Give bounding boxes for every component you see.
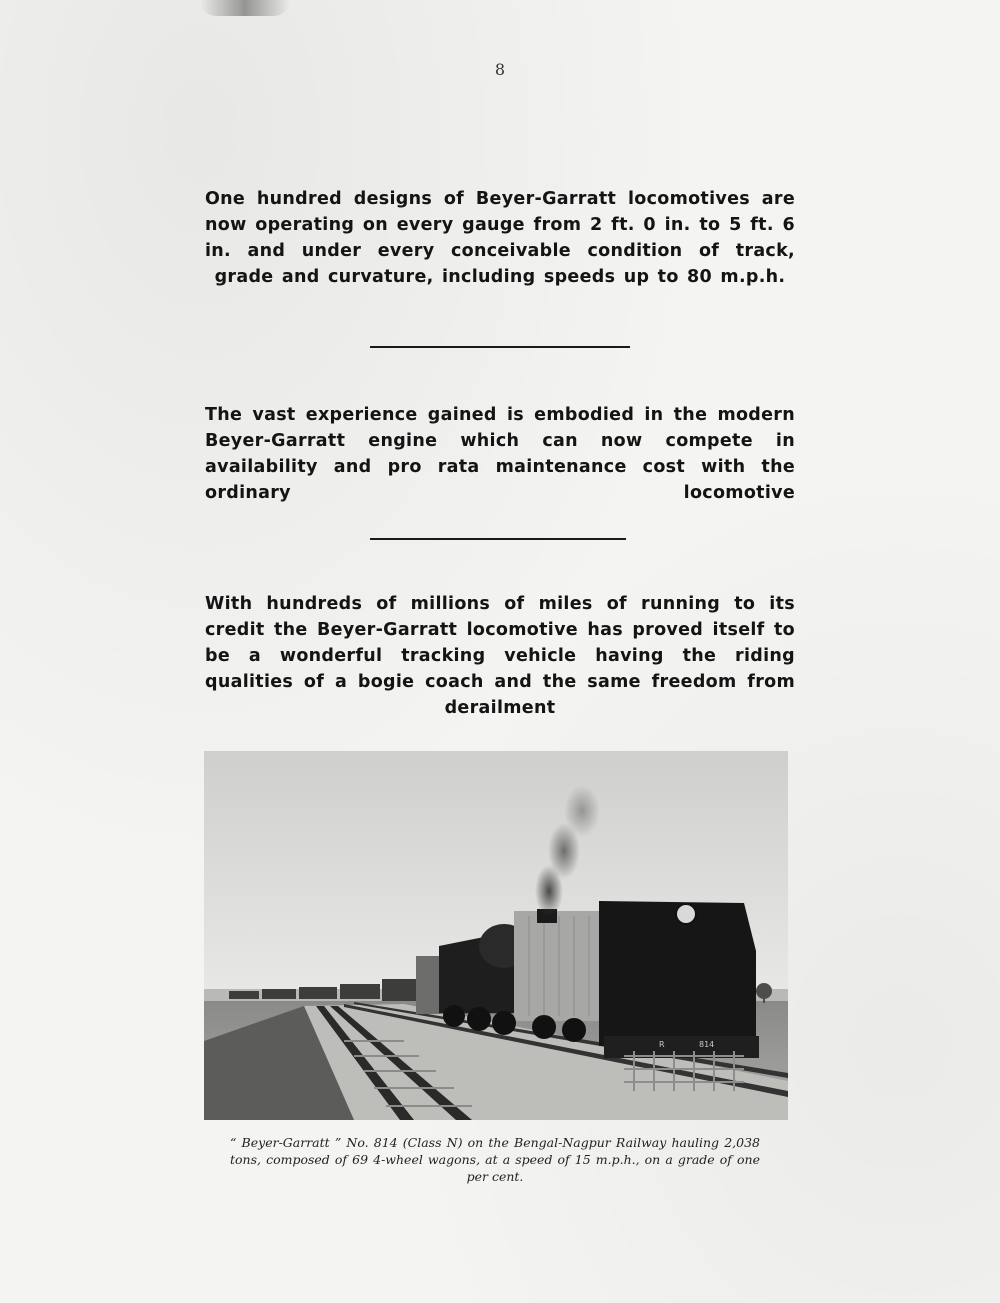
- divider-rule: [370, 538, 626, 540]
- paper-stain: [200, 0, 290, 16]
- paragraph-gauge-designs: One hundred designs of Beyer-Garratt locomotives are now operating on every gauge from 2 ft. 0 in. to 5 ft. 6 in. and under every conceivable condition of track, grade and curvature, including speeds up to 80 m.p.h.: [205, 189, 795, 287]
- page-number: 8: [494, 60, 506, 79]
- svg-text:R: R: [659, 1040, 665, 1049]
- photo-caption: “ Beyer-Garratt ” No. 814 (Class N) on the Bengal-Nagpur Railway hauling 2,038 tons, composed of 69 4-wheel wagons, at a speed of 15 m.p.h., on a grade of one per cent.: [230, 1135, 760, 1184]
- divider-rule: [370, 346, 630, 348]
- locomotive-number-plate: 814: [699, 1040, 715, 1049]
- paragraph-tracking: With hundreds of millions of miles of running to its credit the Beyer-Garratt locomotive has proved itself to be a wonderful tracking vehicle having the riding qualities of a bogie coach and the same freedom from derailment: [205, 594, 795, 718]
- paragraph-experience: The vast experience gained is embodied in the modern Beyer-Garratt engine which can now compete in availability and pro rata maintenance cost with the ordinary locomotive: [205, 405, 795, 503]
- locomotive-photo: [204, 751, 788, 1120]
